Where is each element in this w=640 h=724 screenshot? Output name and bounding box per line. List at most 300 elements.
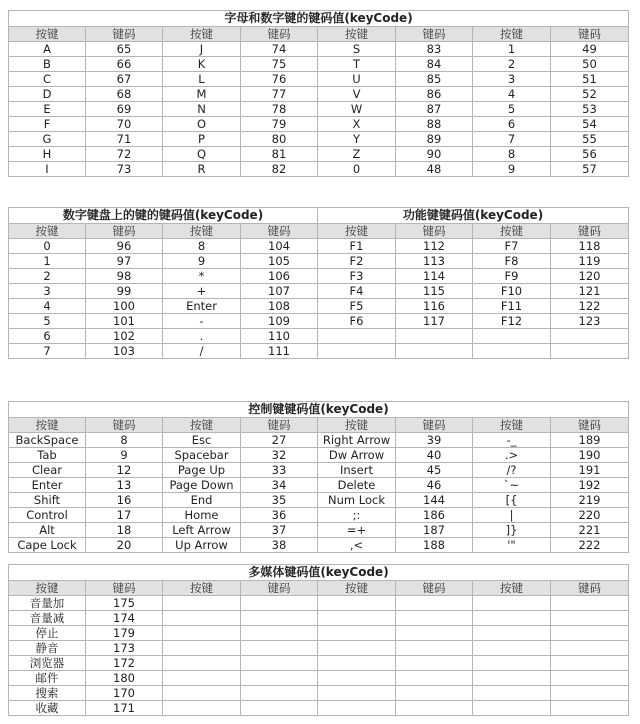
keycode-cell: 80 (241, 132, 318, 147)
key-column-header: 按键 (9, 581, 86, 596)
table-row (9, 329, 629, 344)
key-column-header: 按键 (163, 418, 241, 433)
keycode-cell: 97 (86, 254, 163, 269)
keycode-cell: 39 (396, 433, 473, 448)
key-name-cell: * (163, 269, 241, 284)
keycode-cell: 172 (86, 656, 163, 671)
key-name-cell: 7 (9, 344, 86, 359)
key-name-cell: + (163, 284, 241, 299)
keycode-cell: 77 (241, 87, 318, 102)
key-name-cell: 4 (473, 87, 551, 102)
key-name-cell: 5 (9, 314, 86, 329)
key-name-cell: R (163, 162, 241, 177)
key-name-cell: E (9, 102, 86, 117)
keycode-cell: 113 (396, 254, 473, 269)
key-name-cell: S (318, 42, 396, 57)
code-column-header: 键码 (551, 27, 629, 42)
keycode-cell: 72 (86, 147, 163, 162)
key-name-cell: 8 (473, 147, 551, 162)
table-row (9, 102, 629, 117)
table-row (9, 463, 629, 478)
keycode-cell: 73 (86, 162, 163, 177)
key-name-cell: 4 (9, 299, 86, 314)
key-name-cell: U (318, 72, 396, 87)
keycode-cell: 56 (551, 147, 629, 162)
key-name-cell: Home (163, 508, 241, 523)
key-name-cell: / (163, 344, 241, 359)
table-row (9, 611, 629, 626)
key-name-cell: Left Arrow (163, 523, 241, 538)
keycode-cell: 114 (396, 269, 473, 284)
keycode-cell (241, 641, 318, 656)
keycode-cell: 109 (241, 314, 318, 329)
key-column-header: 按键 (163, 27, 241, 42)
keycode-cell: 68 (86, 87, 163, 102)
key-name-cell: F7 (473, 239, 551, 254)
key-name-cell: -_ (473, 433, 551, 448)
key-name-cell (318, 656, 396, 671)
keycode-cell: 191 (551, 463, 629, 478)
code-column-header: 键码 (551, 418, 629, 433)
table-row (9, 284, 629, 299)
key-name-cell (163, 641, 241, 656)
column-header-row (9, 224, 629, 239)
keycode-cell (241, 686, 318, 701)
code-column-header: 键码 (86, 581, 163, 596)
key-name-cell (163, 611, 241, 626)
key-name-cell: End (163, 493, 241, 508)
keycode-cell: 180 (86, 671, 163, 686)
keycode-cell: 86 (396, 87, 473, 102)
keycode-cell (241, 701, 318, 716)
key-name-cell: 6 (473, 117, 551, 132)
keycode-cell: 45 (396, 463, 473, 478)
key-name-cell: 音量减 (9, 611, 86, 626)
key-name-cell: Q (163, 147, 241, 162)
keycode-cell: 9 (86, 448, 163, 463)
key-name-cell: =+ (318, 523, 396, 538)
key-name-cell: Tab (9, 448, 86, 463)
key-name-cell: Shift (9, 493, 86, 508)
key-name-cell: . (163, 329, 241, 344)
key-name-cell: ,< (318, 538, 396, 553)
key-name-cell: 8 (163, 239, 241, 254)
key-column-header: 按键 (473, 581, 551, 596)
keycode-cell (396, 701, 473, 716)
keycode-cell: 99 (86, 284, 163, 299)
keycode-cell: 66 (86, 57, 163, 72)
code-column-header: 键码 (241, 27, 318, 42)
table-row (9, 269, 629, 284)
key-name-cell (318, 344, 396, 359)
keycode-cell: 65 (86, 42, 163, 57)
keycode-cell (396, 686, 473, 701)
key-name-cell (163, 626, 241, 641)
key-name-cell (163, 686, 241, 701)
key-name-cell: 浏览器 (9, 656, 86, 671)
key-name-cell: Enter (163, 299, 241, 314)
keycode-cell: 103 (86, 344, 163, 359)
keycode-cell: 187 (396, 523, 473, 538)
key-name-cell (473, 611, 551, 626)
keycode-cell (241, 671, 318, 686)
keycode-cell: 40 (396, 448, 473, 463)
key-name-cell: 静音 (9, 641, 86, 656)
keycode-cell: 220 (551, 508, 629, 523)
table-row (9, 57, 629, 72)
key-name-cell: F9 (473, 269, 551, 284)
key-name-cell: ;: (318, 508, 396, 523)
key-name-cell (163, 596, 241, 611)
key-column-header: 按键 (318, 224, 396, 239)
keycode-cell: 221 (551, 523, 629, 538)
keycode-cell: 111 (241, 344, 318, 359)
key-name-cell: 音量加 (9, 596, 86, 611)
key-name-cell: K (163, 57, 241, 72)
key-name-cell: A (9, 42, 86, 57)
keycode-cell: 102 (86, 329, 163, 344)
keycode-cell (396, 656, 473, 671)
keycode-cell: 116 (396, 299, 473, 314)
keycode-cell: 82 (241, 162, 318, 177)
keycode-cell: 16 (86, 493, 163, 508)
keycode-cell: 87 (396, 102, 473, 117)
letters-digits-keycode-table (8, 10, 629, 177)
keycode-cell (551, 596, 629, 611)
key-name-cell: Delete (318, 478, 396, 493)
keycode-cell: 20 (86, 538, 163, 553)
keycode-cell: 69 (86, 102, 163, 117)
keycode-cell (551, 611, 629, 626)
numpad-table-title: 数字键盘上的键的键码值(keyCode) (9, 208, 318, 224)
code-column-header: 键码 (241, 418, 318, 433)
key-name-cell: F2 (318, 254, 396, 269)
keycode-cell: 110 (241, 329, 318, 344)
code-column-header: 键码 (396, 418, 473, 433)
keycode-cell: 89 (396, 132, 473, 147)
key-name-cell: 1 (473, 42, 551, 57)
table-row (9, 538, 629, 553)
keycode-cell: 188 (396, 538, 473, 553)
keycode-cell (396, 671, 473, 686)
key-name-cell: F1 (318, 239, 396, 254)
keycode-cell: 115 (396, 284, 473, 299)
keycode-cell (396, 611, 473, 626)
keycode-cell: 57 (551, 162, 629, 177)
key-name-cell: H (9, 147, 86, 162)
key-name-cell (473, 626, 551, 641)
key-name-cell: '" (473, 538, 551, 553)
key-name-cell: F6 (318, 314, 396, 329)
multimedia-table-title: 多媒体键码值(keyCode) (9, 565, 629, 581)
table-row (9, 132, 629, 147)
keycode-cell: 192 (551, 478, 629, 493)
keycode-cell: 106 (241, 269, 318, 284)
key-name-cell: [{ (473, 493, 551, 508)
table-row (9, 641, 629, 656)
key-name-cell: 停止 (9, 626, 86, 641)
key-name-cell (318, 329, 396, 344)
key-name-cell: F11 (473, 299, 551, 314)
table-row (9, 433, 629, 448)
keycode-cell (241, 596, 318, 611)
key-name-cell: T (318, 57, 396, 72)
key-name-cell: I (9, 162, 86, 177)
key-name-cell: Page Up (163, 463, 241, 478)
key-name-cell: F12 (473, 314, 551, 329)
function-table-title: 功能键键码值(keyCode) (318, 208, 629, 224)
table-row (9, 448, 629, 463)
keycode-cell: 120 (551, 269, 629, 284)
table-row (9, 344, 629, 359)
keycode-cell (551, 329, 629, 344)
key-name-cell (473, 641, 551, 656)
key-name-cell: D (9, 87, 86, 102)
key-name-cell: 5 (473, 102, 551, 117)
key-name-cell (473, 656, 551, 671)
key-name-cell (318, 686, 396, 701)
keycode-cell (241, 626, 318, 641)
key-name-cell (163, 671, 241, 686)
key-name-cell: P (163, 132, 241, 147)
key-name-cell: J (163, 42, 241, 57)
key-name-cell: 收藏 (9, 701, 86, 716)
keycode-cell: 70 (86, 117, 163, 132)
keycode-cell (396, 344, 473, 359)
code-column-header: 键码 (396, 27, 473, 42)
code-column-header: 键码 (86, 27, 163, 42)
key-name-cell: Clear (9, 463, 86, 478)
key-name-cell: 邮件 (9, 671, 86, 686)
column-header-row (9, 27, 629, 42)
key-name-cell: N (163, 102, 241, 117)
control-keycode-table (8, 401, 629, 553)
keycode-cell (551, 626, 629, 641)
key-name-cell: 9 (473, 162, 551, 177)
key-name-cell: M (163, 87, 241, 102)
keycode-cell: 104 (241, 239, 318, 254)
keycode-cell: 67 (86, 72, 163, 87)
key-name-cell: Insert (318, 463, 396, 478)
key-name-cell: Right Arrow (318, 433, 396, 448)
table-row (9, 478, 629, 493)
key-column-header: 按键 (9, 418, 86, 433)
keycode-cell: 100 (86, 299, 163, 314)
table-row (9, 671, 629, 686)
key-name-cell: Dw Arrow (318, 448, 396, 463)
key-name-cell (318, 641, 396, 656)
keycode-cell: 175 (86, 596, 163, 611)
key-name-cell: 3 (9, 284, 86, 299)
key-column-header: 按键 (473, 418, 551, 433)
key-name-cell (318, 701, 396, 716)
key-name-cell: ]} (473, 523, 551, 538)
multimedia-keycode-table (8, 564, 629, 716)
key-name-cell: 9 (163, 254, 241, 269)
table-row (9, 299, 629, 314)
key-column-header: 按键 (318, 418, 396, 433)
code-column-header: 键码 (86, 224, 163, 239)
keycode-cell: 35 (241, 493, 318, 508)
key-name-cell (318, 626, 396, 641)
key-column-header: 按键 (473, 27, 551, 42)
keycode-cell: 144 (396, 493, 473, 508)
key-name-cell: O (163, 117, 241, 132)
table-row (9, 42, 629, 57)
code-column-header: 键码 (241, 224, 318, 239)
key-name-cell: V (318, 87, 396, 102)
code-column-header: 键码 (551, 581, 629, 596)
key-name-cell: 0 (318, 162, 396, 177)
code-column-header: 键码 (396, 581, 473, 596)
table-row (9, 523, 629, 538)
key-column-header: 按键 (163, 224, 241, 239)
table-row (9, 254, 629, 269)
keycode-cell: 38 (241, 538, 318, 553)
keycode-cell (551, 701, 629, 716)
keycode-cell: 174 (86, 611, 163, 626)
key-name-cell: B (9, 57, 86, 72)
keycode-cell: 53 (551, 102, 629, 117)
keycode-cell: 48 (396, 162, 473, 177)
keycode-cell: 121 (551, 284, 629, 299)
keycode-cell: 52 (551, 87, 629, 102)
letters-digits-table-title: 字母和数字键的键码值(keyCode) (9, 11, 629, 27)
table-row (9, 72, 629, 87)
key-name-cell: - (163, 314, 241, 329)
key-name-cell: F4 (318, 284, 396, 299)
keycode-cell: 85 (396, 72, 473, 87)
key-name-cell (473, 701, 551, 716)
keycode-cell: 54 (551, 117, 629, 132)
key-name-cell: 3 (473, 72, 551, 87)
keycode-cell: 79 (241, 117, 318, 132)
keycode-cell: 37 (241, 523, 318, 538)
keycode-cell: 112 (396, 239, 473, 254)
keycode-cell: 13 (86, 478, 163, 493)
letters-digits-table-body (9, 27, 629, 177)
column-header-row (9, 581, 629, 596)
key-column-header: 按键 (9, 224, 86, 239)
keycode-cell (551, 671, 629, 686)
keycode-cell: 83 (396, 42, 473, 57)
keycode-cell: 90 (396, 147, 473, 162)
key-name-cell: BackSpace (9, 433, 86, 448)
control-table-title: 控制键键码值(keyCode) (9, 402, 629, 418)
keycode-cell (241, 656, 318, 671)
code-column-header: 键码 (551, 224, 629, 239)
keycode-cell (551, 686, 629, 701)
key-name-cell: Alt (9, 523, 86, 538)
numpad-function-keycode-table (8, 207, 629, 359)
keycode-cell: 122 (551, 299, 629, 314)
keycode-cell: 189 (551, 433, 629, 448)
keycode-cell: 222 (551, 538, 629, 553)
keycode-cell: 96 (86, 239, 163, 254)
table-row (9, 508, 629, 523)
key-name-cell: F (9, 117, 86, 132)
keycode-cell: 117 (396, 314, 473, 329)
key-name-cell: C (9, 72, 86, 87)
key-name-cell: Control (9, 508, 86, 523)
keycode-cell: 33 (241, 463, 318, 478)
keycode-cell (551, 641, 629, 656)
keycode-cell: 107 (241, 284, 318, 299)
keycode-cell: 119 (551, 254, 629, 269)
key-name-cell: Y (318, 132, 396, 147)
keycode-cell: 101 (86, 314, 163, 329)
table-row (9, 87, 629, 102)
table-row (9, 596, 629, 611)
key-column-header: 按键 (163, 581, 241, 596)
keycode-cell: 51 (551, 72, 629, 87)
keycode-cell: 71 (86, 132, 163, 147)
keycode-cell: 179 (86, 626, 163, 641)
key-name-cell (473, 596, 551, 611)
key-name-cell: L (163, 72, 241, 87)
keycode-cell (551, 344, 629, 359)
keycode-cell (396, 641, 473, 656)
key-name-cell: F3 (318, 269, 396, 284)
keycode-cell: 123 (551, 314, 629, 329)
key-name-cell (318, 671, 396, 686)
key-name-cell: 6 (9, 329, 86, 344)
keycode-cell: 98 (86, 269, 163, 284)
key-name-cell: `~ (473, 478, 551, 493)
keycode-cell: 171 (86, 701, 163, 716)
keycode-cell: 76 (241, 72, 318, 87)
numpad-function-table-body (9, 224, 629, 359)
key-name-cell: Up Arrow (163, 538, 241, 553)
keycode-cell: 84 (396, 57, 473, 72)
key-name-cell (163, 701, 241, 716)
table-row (9, 493, 629, 508)
keycode-cell: 34 (241, 478, 318, 493)
key-name-cell: 1 (9, 254, 86, 269)
keycode-cell: 8 (86, 433, 163, 448)
keycode-cell: 12 (86, 463, 163, 478)
table-row (9, 162, 629, 177)
table-row (9, 147, 629, 162)
table-row (9, 239, 629, 254)
keycode-cell: 190 (551, 448, 629, 463)
multimedia-table-body (9, 581, 629, 716)
keycode-cell: 81 (241, 147, 318, 162)
keycode-cell: 36 (241, 508, 318, 523)
keycode-cell: 49 (551, 42, 629, 57)
table-row (9, 701, 629, 716)
key-name-cell (473, 329, 551, 344)
keycode-cell: 105 (241, 254, 318, 269)
keycode-cell: 173 (86, 641, 163, 656)
code-column-header: 键码 (86, 418, 163, 433)
keycode-cell (396, 329, 473, 344)
table-row (9, 686, 629, 701)
key-name-cell: Z (318, 147, 396, 162)
key-name-cell: X (318, 117, 396, 132)
key-name-cell: .> (473, 448, 551, 463)
keycode-cell (396, 596, 473, 611)
key-name-cell: /? (473, 463, 551, 478)
keycode-cell: 55 (551, 132, 629, 147)
key-name-cell: Page Down (163, 478, 241, 493)
key-name-cell: 搜索 (9, 686, 86, 701)
code-column-header: 键码 (241, 581, 318, 596)
keycode-cell: 118 (551, 239, 629, 254)
key-name-cell (318, 611, 396, 626)
keycode-cell: 88 (396, 117, 473, 132)
keycode-cell: 170 (86, 686, 163, 701)
